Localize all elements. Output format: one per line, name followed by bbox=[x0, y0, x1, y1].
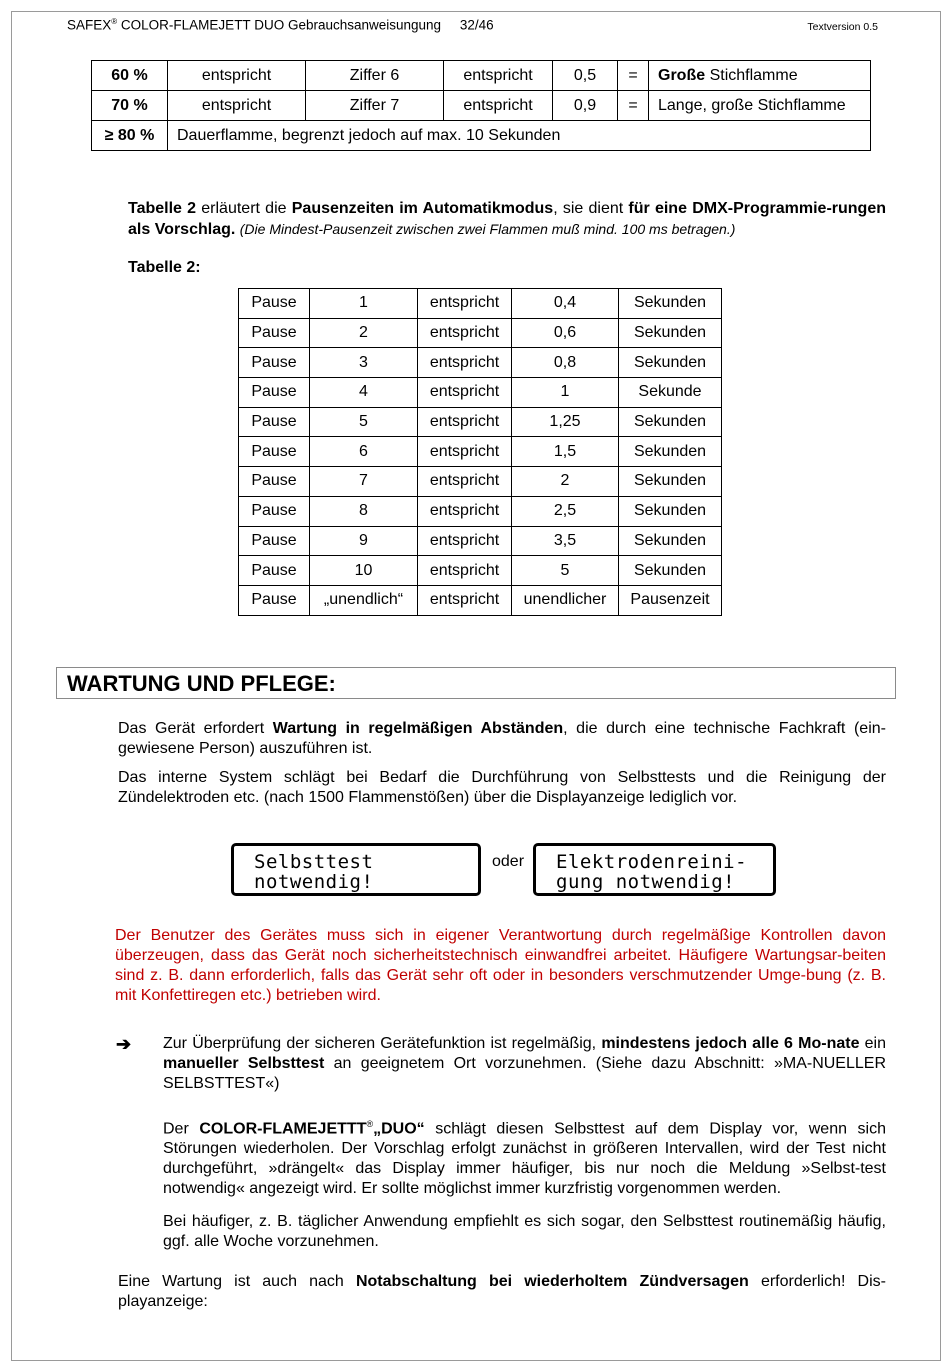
table-cell: Sekunden bbox=[619, 437, 722, 467]
table-cell: Sekunde bbox=[619, 378, 722, 408]
table-cell: 1 bbox=[512, 378, 619, 408]
table-row bbox=[239, 467, 722, 497]
table-cell: Sekunden bbox=[619, 407, 722, 437]
table-row bbox=[239, 289, 722, 319]
table-cell: entspricht bbox=[418, 407, 512, 437]
table-cell: 5 bbox=[512, 556, 619, 586]
table-cell: 8 bbox=[310, 496, 418, 526]
maintenance-paragraph: Das Gerät erfordert Wartung in regelmäßigen Abständen, die durch eine technische Fachkraft (ein-gewiesene Person) auszuführen ist. bbox=[118, 720, 886, 757]
pause-table bbox=[238, 288, 722, 616]
text-version: Textversion 0.5 bbox=[807, 21, 878, 33]
table-cell: Pause bbox=[239, 407, 310, 437]
table-row: 70 % entspricht Ziffer 7 entspricht 0,9 = Lange, große Stichflamme bbox=[92, 91, 871, 121]
table-cell: Sekunden bbox=[619, 496, 722, 526]
table-cell: unendlicher bbox=[512, 585, 619, 615]
table-row bbox=[239, 496, 722, 526]
table-cell: Pause bbox=[239, 348, 310, 378]
table-cell: 2 bbox=[512, 467, 619, 497]
table-cell: 7 bbox=[310, 467, 418, 497]
table-cell: 0,4 bbox=[512, 289, 619, 319]
table-row bbox=[239, 556, 722, 586]
table-row: ≥ 80 % Dauerflamme, begrenzt jedoch auf max. 10 Sekunden bbox=[92, 121, 871, 151]
table-cell: Pause bbox=[239, 467, 310, 497]
page-header-title: SAFEX® COLOR-FLAMEJETT DUO Gebrauchsanweisungung 32/46 bbox=[67, 17, 494, 33]
table-cell: Pause bbox=[239, 526, 310, 556]
table-cell: Pause bbox=[239, 437, 310, 467]
table-cell: Sekunden bbox=[619, 526, 722, 556]
table-cell: 1,25 bbox=[512, 407, 619, 437]
table-cell: entspricht bbox=[418, 585, 512, 615]
lcd-display-electrode: Elektrodenreini- gung notwendig! bbox=[533, 843, 776, 896]
oder-text: oder bbox=[492, 853, 525, 870]
table-row bbox=[239, 526, 722, 556]
table-cell: entspricht bbox=[418, 318, 512, 348]
table-cell: 3 bbox=[310, 348, 418, 378]
warning-paragraph: Der Benutzer des Gerätes muss sich in eigener Verantwortung durch regelmäßige Kontrollen davon überzeugen, dass das Gerät noch sicherheitstechnisch einwandfrei arbeitet. Häufigere Wartungsar-beiten sind z. B. dann erforderlich, falls das Gerät sehr oft oder in besonders verschmutzender Umge-bung (z. B. mit Konfettiregen etc.) betrieben wird. bbox=[115, 927, 886, 1004]
table-cell: 3,5 bbox=[512, 526, 619, 556]
table-cell: 0,6 bbox=[512, 318, 619, 348]
selftest-paragraph: Das interne System schlägt bei Bedarf die Durchführung von Selbsttests und die Reinigung der Zündelektroden etc. (nach 1500 Flammenstößen) über die Displayanzeige lediglich vor. bbox=[118, 769, 886, 806]
frequent-use-paragraph: Bei häufiger, z. B. täglicher Anwendung empfiehlt es sich sogar, den Selbsttest routinemäßig häufig, ggf. alle Woche vorzunehmen. bbox=[163, 1213, 886, 1250]
table-cell: 1,5 bbox=[512, 437, 619, 467]
arrow-right-icon: ➔ bbox=[116, 1034, 132, 1054]
table2-intro: Tabelle 2 erläutert die Pausenzeiten im Automatikmodus, sie dient für eine DMX-Programmie-rungen als Vorschlag. (Die Mindest-Pausenzeit zwischen zwei Flammen muß mind. 100 ms betragen.) bbox=[128, 200, 886, 238]
table-cell: Sekunden bbox=[619, 289, 722, 319]
lcd-display-selftest: Selbsttest notwendig! bbox=[231, 843, 481, 896]
page-number: 32/46 bbox=[459, 17, 494, 33]
table-cell: entspricht bbox=[418, 496, 512, 526]
table-row bbox=[239, 437, 722, 467]
table-cell: Sekunden bbox=[619, 556, 722, 586]
table-cell: „unendlich“ bbox=[310, 585, 418, 615]
table-cell: 6 bbox=[310, 437, 418, 467]
table2-label: Tabelle 2: bbox=[128, 259, 201, 276]
table-cell: 9 bbox=[310, 526, 418, 556]
table-cell: Pausenzeit bbox=[619, 585, 722, 615]
table-row bbox=[239, 348, 722, 378]
table-cell: 0,8 bbox=[512, 348, 619, 378]
table-cell: Sekunden bbox=[619, 318, 722, 348]
table-cell: 4 bbox=[310, 378, 418, 408]
table-row bbox=[239, 585, 722, 615]
table-cell: Pause bbox=[239, 289, 310, 319]
table-row bbox=[239, 318, 722, 348]
table-cell: 2 bbox=[310, 318, 418, 348]
table-row bbox=[239, 407, 722, 437]
table-cell: Pause bbox=[239, 585, 310, 615]
duo-paragraph: Der COLOR-FLAMEJETTT®„DUO“ schlägt diesen Selbsttest auf dem Display vor, wenn sich Störungen wiederholen. Der Vorschlag erfolgt zunächst in größeren Intervallen, wird der Test nicht durchgeführt, »drängelt« das Display immer häufiger, bis nur noch die Meldung »Selbst-test notwendig« angezeigt wird. Er sollte möglichst immer kurzfristig vorgenommen werden. bbox=[163, 1119, 886, 1198]
table-cell: Sekunden bbox=[619, 467, 722, 497]
table-cell: Pause bbox=[239, 556, 310, 586]
section-heading: WARTUNG UND PFLEGE: bbox=[56, 667, 896, 699]
table-cell: entspricht bbox=[418, 348, 512, 378]
table-cell: Pause bbox=[239, 318, 310, 348]
table-cell: entspricht bbox=[418, 289, 512, 319]
table-cell: 5 bbox=[310, 407, 418, 437]
table-cell: entspricht bbox=[418, 556, 512, 586]
table-cell: 10 bbox=[310, 556, 418, 586]
table-cell: 2,5 bbox=[512, 496, 619, 526]
table-cell: Pause bbox=[239, 496, 310, 526]
table-row bbox=[239, 378, 722, 408]
table-cell: Sekunden bbox=[619, 348, 722, 378]
table-cell: entspricht bbox=[418, 437, 512, 467]
table-cell: entspricht bbox=[418, 526, 512, 556]
bullet-paragraph: Zur Überprüfung der sicheren Gerätefunktion ist regelmäßig, mindestens jedoch alle 6 Mo-nate ein manueller Selbsttest an geeignetem Ort vorzunehmen. (Siehe dazu Abschnitt: »MA-NUELLER SELBSTTEST«) bbox=[163, 1035, 887, 1092]
table-cell: 1 bbox=[310, 289, 418, 319]
emergency-paragraph: Eine Wartung ist auch nach Notabschaltung bei wiederholtem Zündversagen erforderlich! Dis-playanzeige: bbox=[118, 1273, 886, 1310]
table-cell: entspricht bbox=[418, 378, 512, 408]
table-cell: entspricht bbox=[418, 467, 512, 497]
table-row: 60 % entspricht Ziffer 6 entspricht 0,5 = Große Stichflamme bbox=[92, 61, 871, 91]
flame-table bbox=[91, 60, 871, 151]
table-cell: Pause bbox=[239, 378, 310, 408]
